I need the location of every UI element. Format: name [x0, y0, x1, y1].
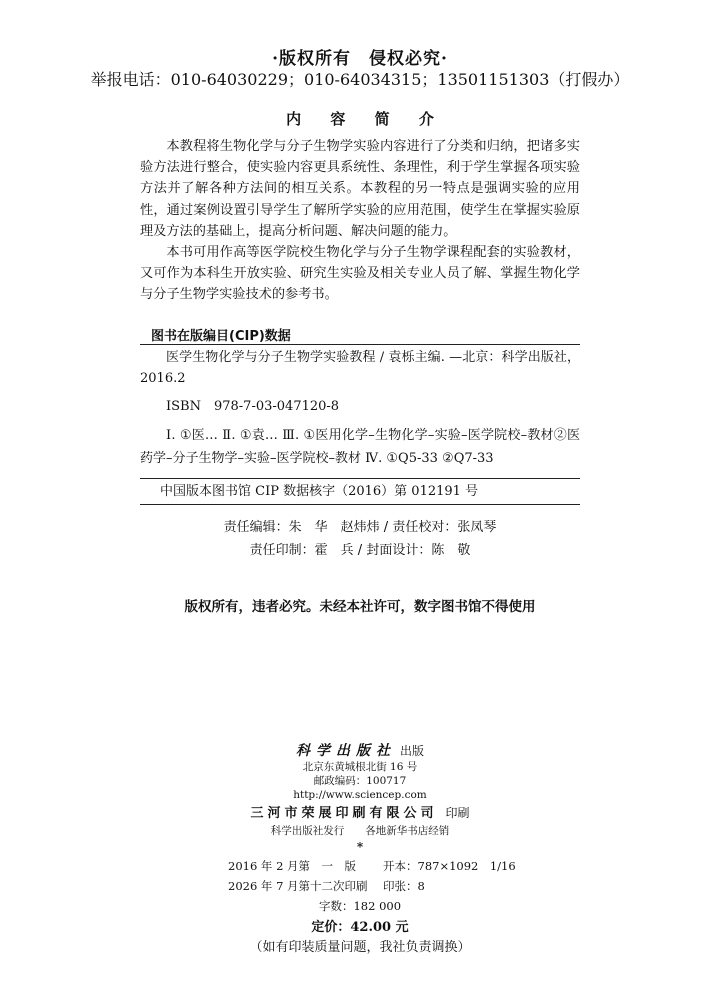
cip-body [140, 347, 580, 470]
publisher-suffix: 出版 [399, 744, 424, 758]
cip-entry: 医学生物化学与分子生物学实验教程 / 袁栎主编. —北京：科学出版社，2016.2 [140, 350, 580, 386]
summary-title: 内 容 简 介 [286, 110, 446, 128]
digital-rights-notice: 版权所有，违者必究。未经本社许可，数字图书馆不得使用 [184, 599, 536, 615]
summary-paragraph-2: 本书可用作高等医学院校生物化学与分子生物学课程配套的实验教材，又可作为本科生开放实验、研究生实验及相关专业人员了解、掌握生物化学与分子生物学实验技术的参考书。 [140, 245, 580, 303]
printer-suffix: 印刷 [445, 806, 470, 820]
publisher-address: 北京东黄城根北街 16 号 [302, 761, 418, 773]
price: 定价：42.00 元 [311, 920, 409, 935]
publisher-logo: 科学出版社 [295, 743, 396, 759]
summary-paragraph-1: 本教程将生物化学与分子生物学实验内容进行了分类和归纳，把诸多实验方法进行整合，使实验内容更具系统性、条理性，利于学生掌握各项实验方法并了解各种方法间的相互关系。本教程的另一特点是强调实验的应用性，通过案例设置引导学生了解所学实验的应用范围，使学生在掌握实验原理及方法的基础上，提高分析问题、解决问题的能力。 [140, 139, 580, 239]
printing-left: 2026 年 7 月第十二次印刷 [228, 879, 368, 893]
editors-line-2: 责任印制：霍 兵 / 封面设计：陈 敬 [249, 543, 471, 558]
cip-classification: Ⅰ. ①医… Ⅱ. ①袁… Ⅲ. ①医用化学–生物化学–实验–医学院校–教材②医药学–分子生物学–实验–医学院校–教材 Ⅳ. ①Q5-33 ②Q7-33 [140, 428, 580, 466]
publisher-postcode: 邮政编码：100717 [313, 775, 407, 787]
cip-title: 图书在版编目(CIP)数据 [151, 329, 291, 344]
quality-note: （如有印装质量问题，我社负责调换） [249, 940, 471, 955]
editors-line-1: 责任编辑：朱 华 赵炜炜 / 责任校对：张凤琴 [223, 520, 497, 535]
edition-right: 开本：787×1092 1/16 [383, 859, 516, 873]
printer-logo: 三河市荣展印刷有限公司 [250, 806, 438, 821]
word-count: 字数：182 000 [318, 899, 402, 913]
copyright-header: ·版权所有 侵权必究· [272, 49, 448, 69]
publisher-line [0, 740, 720, 760]
distribution-line: 科学出版社发行 各地新华书店经销 [270, 825, 450, 837]
cip-isbn: ISBN 978-7-03-047120-8 [166, 399, 340, 414]
printing-right: 印张：8 [383, 879, 425, 893]
separator-star: * [356, 840, 364, 854]
publisher-website: http://www.sciencep.com [293, 789, 427, 801]
cip-core-data: 中国版本图书馆 CIP 数据核字（2016）第 012191 号 [160, 484, 479, 499]
cip-top-rule [140, 344, 580, 345]
printer-line [0, 802, 720, 821]
report-phone-line: 举报电话：010-64030229；010-64034315；13501151303（打假办） [90, 70, 630, 89]
edition-left: 2016 年 2 月第 一 版 [228, 859, 357, 873]
cip-middle-rule [140, 478, 580, 479]
cip-bottom-rule [140, 504, 580, 505]
summary-body [140, 136, 580, 306]
